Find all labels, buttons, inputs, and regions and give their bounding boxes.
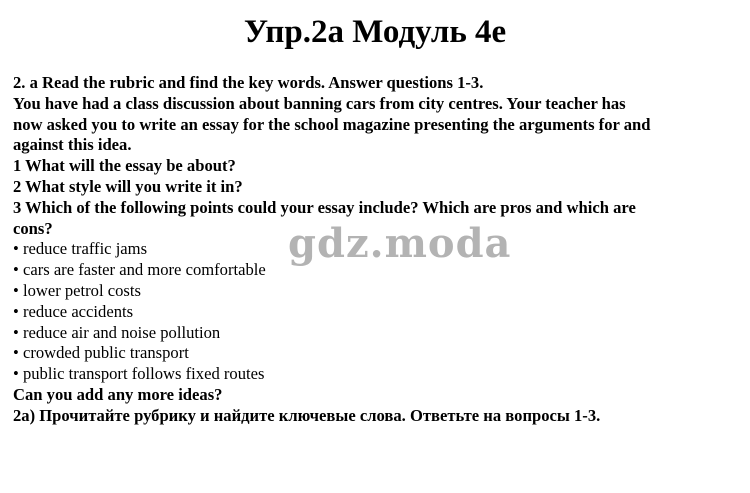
point-item: • reduce accidents <box>13 301 134 321</box>
question-3-continued: cons? <box>13 218 53 238</box>
point-item: • reduce traffic jams <box>13 239 148 259</box>
question-2: 2 What style will you write it in? <box>13 176 243 196</box>
point-item: • cars are faster and more comfortable <box>13 260 266 280</box>
page-title: Упр.2а Модуль 4е <box>243 14 507 50</box>
exercise-text <box>13 73 739 427</box>
rubric-line: now asked you to write an essay for the school magazine presenting the arguments for and <box>13 114 651 134</box>
watermark: gdz.moda <box>288 220 512 267</box>
rubric-line: You have had a class discussion about banning cars from city centres. Your teacher has <box>13 93 626 113</box>
question-1: 1 What will the essay be about? <box>13 156 236 176</box>
russian-translation: 2а) Прочитайте рубрику и найдите ключевые слова. Ответьте на вопросы 1-3. <box>13 405 601 425</box>
point-item: • crowded public transport <box>13 343 189 363</box>
question-3: 3 Which of the following points could your essay include? Which are pros and which are <box>13 197 636 217</box>
point-item: • reduce air and noise pollution <box>13 322 221 342</box>
task-header: 2. a Read the rubric and find the key words. Answer questions 1-3. <box>13 73 484 92</box>
rubric-line: against this idea. <box>13 135 132 155</box>
closing-question: Can you add any more ideas? <box>13 384 223 404</box>
point-item: • public transport follows fixed routes <box>13 364 265 384</box>
point-item: • lower petrol costs <box>13 280 141 300</box>
